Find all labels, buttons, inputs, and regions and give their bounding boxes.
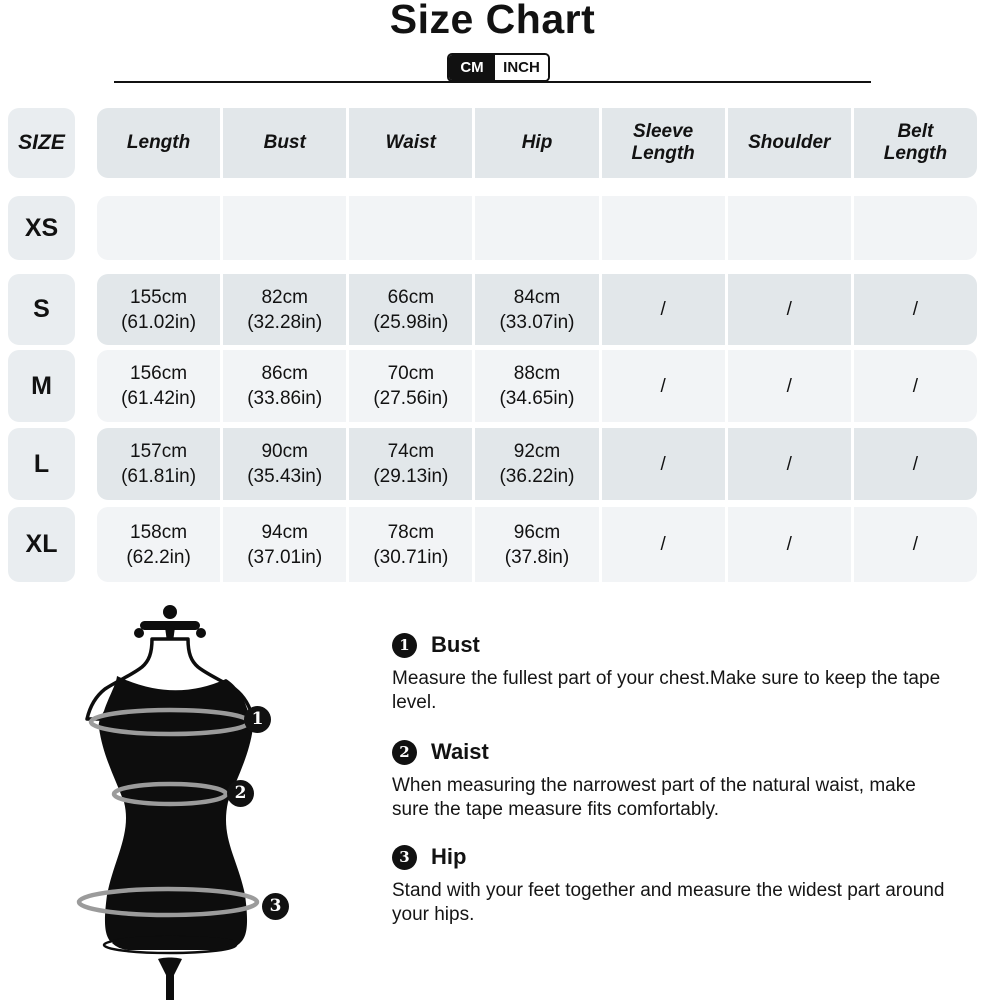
number-three-icon: 3 <box>392 845 417 870</box>
dress-form-illustration <box>40 595 360 1000</box>
table-cell: 70cm (27.56in) <box>349 350 472 422</box>
table-cell: 66cm (25.98in) <box>349 274 472 345</box>
dress-silhouette <box>99 676 254 950</box>
table-cell: / <box>854 428 977 500</box>
hip-guide-text: Stand with your feet together and measure the widest part around your hips. <box>392 880 945 925</box>
column-header-waist: Waist <box>349 108 472 178</box>
table-row-l <box>8 428 977 500</box>
page-title: Size Chart <box>389 0 596 42</box>
bust-marker-badge: 1 <box>244 706 271 733</box>
hip-marker-badge: 3 <box>262 893 289 920</box>
finial <box>134 605 206 642</box>
waist-guide-section <box>392 739 952 821</box>
dress-hem-cover <box>112 936 240 950</box>
table-cell: 158cm (62.2in) <box>97 507 220 582</box>
waist-guide-title: Waist <box>431 739 489 764</box>
hip-guide-section <box>392 844 952 926</box>
bust-guide-section <box>392 632 952 714</box>
inch-toggle-button[interactable]: INCH <box>495 55 548 80</box>
table-row-xl <box>8 507 977 582</box>
column-header-length: Length <box>97 108 220 178</box>
waist-marker-badge: 2 <box>227 780 254 807</box>
column-header-hip: Hip <box>475 108 598 178</box>
table-cell <box>728 196 851 260</box>
column-header-shoulder: Shoulder <box>728 108 851 178</box>
table-cell <box>97 196 220 260</box>
table-cell: / <box>602 428 725 500</box>
table-cell <box>602 196 725 260</box>
table-row-xs <box>8 196 977 260</box>
cm-toggle-button[interactable]: CM <box>449 55 495 80</box>
table-cell: / <box>728 350 851 422</box>
table-cell: / <box>728 428 851 500</box>
table-header-row <box>8 108 977 178</box>
column-header-bust: Bust <box>223 108 346 178</box>
bust-guide-text: Measure the fullest part of your chest.Make sure to keep the tape level. <box>392 668 941 713</box>
table-cell: 96cm (37.8in) <box>475 507 598 582</box>
number-two-icon: 2 <box>392 740 417 765</box>
table-cell: / <box>854 350 977 422</box>
table-cell: / <box>854 274 977 345</box>
table-row-m <box>8 350 977 422</box>
hip-guide-title: Hip <box>431 844 467 869</box>
table-cell: 86cm (33.86in) <box>223 350 346 422</box>
bust-guide-title: Bust <box>431 632 480 657</box>
size-label: S <box>8 274 75 345</box>
size-label: XS <box>8 196 75 260</box>
number-one-icon: 1 <box>392 633 417 658</box>
table-cell <box>349 196 472 260</box>
mannequin-graphic <box>40 595 360 1000</box>
hip-guide-heading <box>392 844 952 870</box>
table-cell: 84cm (33.07in) <box>475 274 598 345</box>
table-cell: 74cm (29.13in) <box>349 428 472 500</box>
table-cell: 94cm (37.01in) <box>223 507 346 582</box>
table-cell: / <box>602 507 725 582</box>
table-cell: / <box>728 507 851 582</box>
size-label: M <box>8 350 75 422</box>
table-cell: / <box>728 274 851 345</box>
table-cell: 157cm (61.81in) <box>97 428 220 500</box>
divider-line <box>114 81 871 83</box>
table-cell <box>475 196 598 260</box>
bust-guide-heading <box>392 632 952 658</box>
table-cell: 88cm (34.65in) <box>475 350 598 422</box>
table-cell: 78cm (30.71in) <box>349 507 472 582</box>
table-cell: 90cm (35.43in) <box>223 428 346 500</box>
table-cell: 156cm (61.42in) <box>97 350 220 422</box>
unit-toggle <box>447 53 550 82</box>
column-header-sleeve-length: Sleeve Length <box>602 108 725 178</box>
table-cell <box>854 196 977 260</box>
table-cell <box>223 196 346 260</box>
table-cell: 82cm (32.28in) <box>223 274 346 345</box>
table-cell: 155cm (61.02in) <box>97 274 220 345</box>
table-cell: / <box>602 274 725 345</box>
table-cell: 92cm (36.22in) <box>475 428 598 500</box>
stand-pole <box>158 958 182 1000</box>
column-header-belt-length: Belt Length <box>854 108 977 178</box>
size-label: L <box>8 428 75 500</box>
size-label: XL <box>8 507 75 582</box>
waist-guide-text: When measuring the narrowest part of the natural waist, make sure the tape measure fits comfortably. <box>392 775 916 820</box>
table-row-s <box>8 274 977 345</box>
size-column-header: SIZE <box>8 108 75 178</box>
table-cell: / <box>854 507 977 582</box>
waist-guide-heading <box>392 739 952 765</box>
table-cell: / <box>602 350 725 422</box>
